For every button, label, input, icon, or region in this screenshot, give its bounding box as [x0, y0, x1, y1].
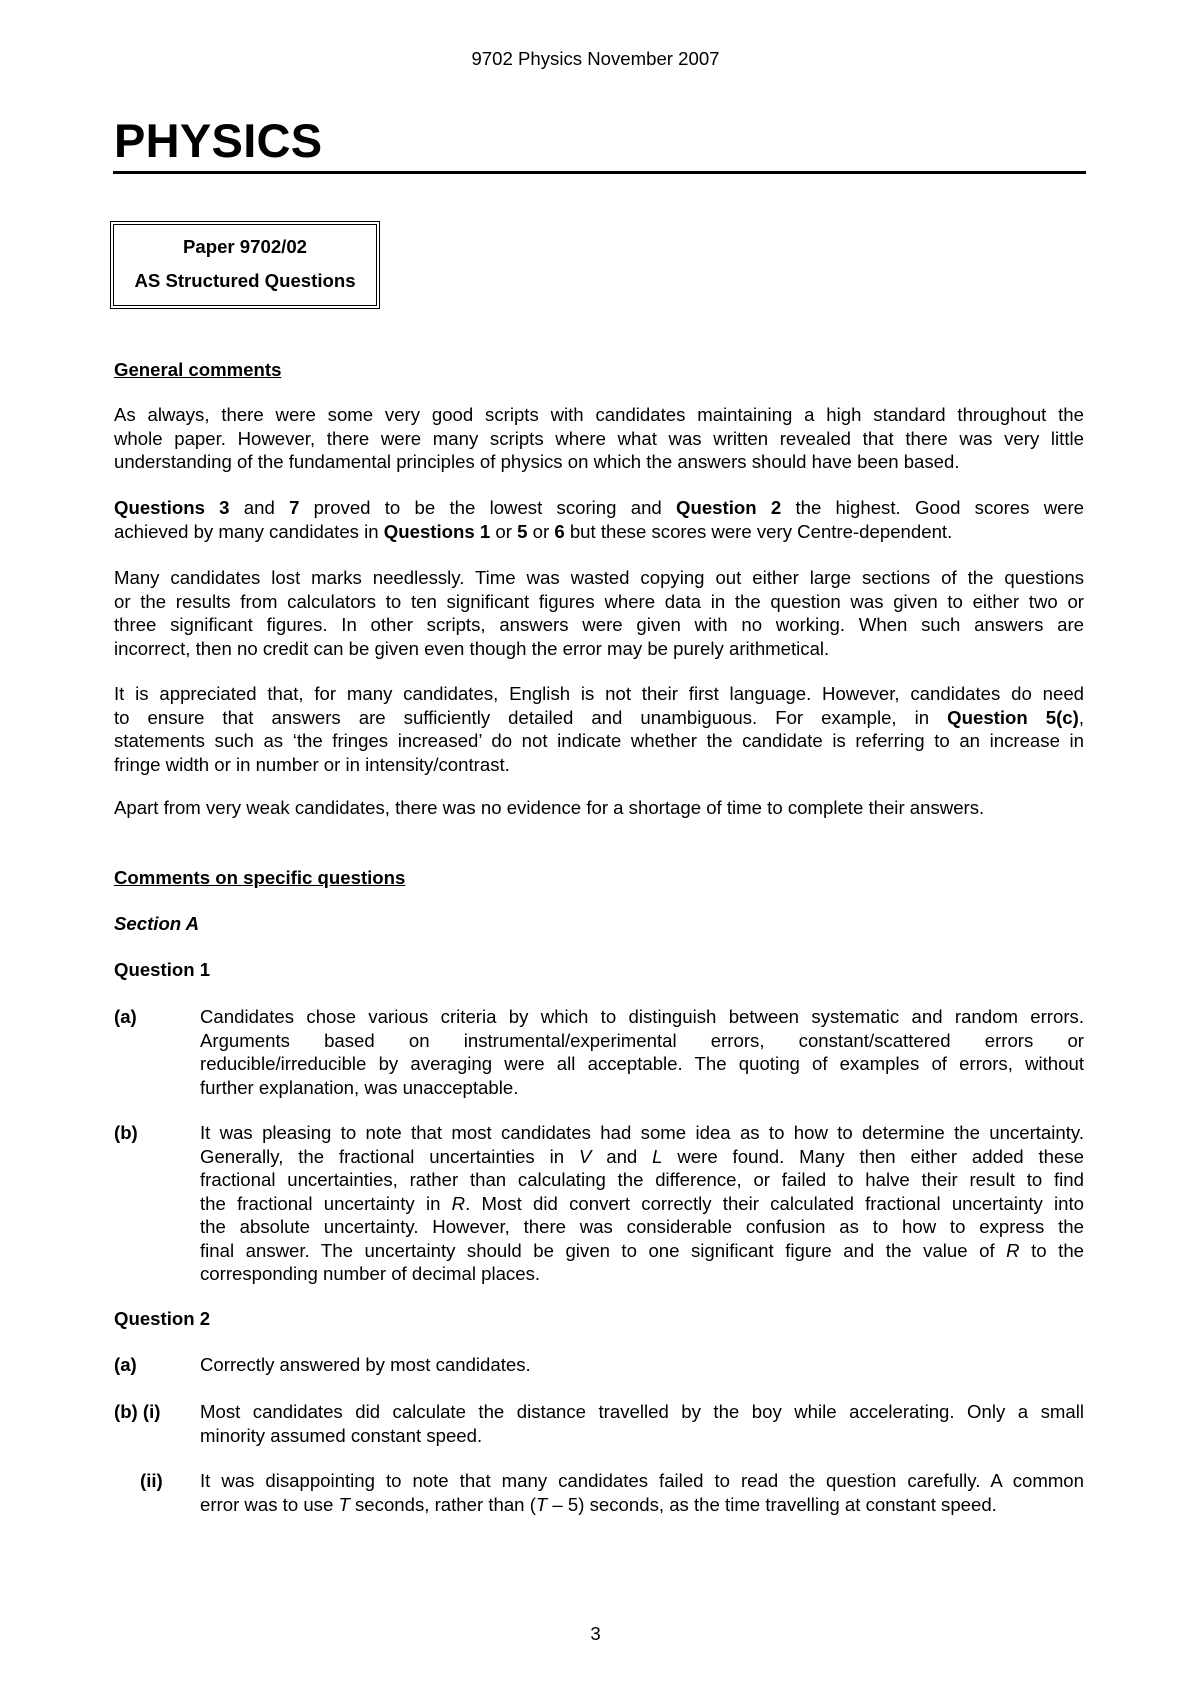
bold-text: 5: [517, 520, 528, 542]
text-line: fringe width or in number or in intensity/contrast.: [114, 753, 510, 775]
text: or: [490, 520, 518, 542]
text-line: or the results from calculators to ten significant figures where data in the question was given to either two or: [114, 590, 1084, 612]
text: proved to be the lowest scoring and: [299, 497, 677, 518]
text-line: the absolute uncertainty. However, there was considerable confusion as to how to express the: [200, 1216, 1084, 1237]
text: to the: [1019, 1239, 1085, 1261]
text-line: Many candidates lost marks needlessly. Time was wasted copying out either large sections of the questions: [114, 567, 1084, 588]
italic-text: V: [578, 1145, 592, 1167]
bold-text: Question 5(c): [947, 706, 1079, 728]
text-line: It was pleasing to note that most candidates had some idea as to how to determine the uncertainty.: [200, 1122, 1084, 1143]
text-line: [200, 1493, 1084, 1517]
text-line: Arguments based on instrumental/experimental errors, constant/scattered errors or: [200, 1029, 1084, 1051]
text-line: [114, 496, 1084, 520]
text: achieved by many candidates in: [114, 520, 384, 542]
text: error was to use: [200, 1493, 339, 1515]
page-title: PHYSICS: [114, 114, 323, 167]
text: to ensure that answers are sufficiently detailed and unambiguous. For example, in: [114, 706, 948, 728]
running-header: 9702 Physics November 2007: [471, 48, 720, 69]
q1-b-text: [200, 1121, 1084, 1286]
text: final answer. The uncertainty should be given to one significant figure and the value of: [200, 1239, 1007, 1261]
paper-title: AS Structured Questions: [134, 270, 356, 291]
text: ,: [1078, 706, 1085, 728]
text: but these scores were very Centre-dependent.: [564, 520, 953, 542]
question-1-heading: Question 1: [114, 959, 211, 980]
text-line: minority assumed constant speed.: [200, 1424, 483, 1446]
title-rule: [113, 171, 1086, 174]
text-line: Most candidates did calculate the distance travelled by the boy while accelerating. Only a small: [200, 1401, 1084, 1422]
italic-text: T: [535, 1493, 548, 1515]
text-line: further explanation, was unacceptable.: [200, 1076, 519, 1098]
q1-b-label: (b): [114, 1122, 138, 1143]
text-line: corresponding number of decimal places.: [200, 1263, 541, 1284]
q1-a-label: (a): [114, 1006, 137, 1027]
bold-text: 7: [289, 497, 300, 518]
general-para-5: Apart from very weak candidates, there was no evidence for a shortage of time to complete their answers.: [114, 797, 985, 818]
text-line: [200, 1239, 1084, 1263]
general-para-1: [114, 403, 1084, 474]
text: – 5) seconds, as the time travelling at constant speed.: [547, 1493, 997, 1515]
text-line: three significant figures. In other scripts, answers were given with no working. When such answers are: [114, 614, 1084, 635]
general-para-3: [114, 566, 1084, 660]
q2-a-label: (a): [114, 1354, 137, 1375]
text-line: reducible/irreducible by averaging were all acceptable. The quoting of examples of errors, without: [200, 1053, 1084, 1074]
text: Generally, the fractional uncertainties in: [200, 1145, 579, 1167]
italic-text: R: [451, 1192, 466, 1214]
text-line: whole paper. However, there were many scripts where what was written revealed that there was very little: [114, 427, 1084, 449]
paper-code: Paper 9702/02: [182, 236, 308, 257]
page-number: 3: [590, 1623, 601, 1644]
bold-text: Question 2: [676, 497, 782, 518]
section-a-heading: Section A: [114, 913, 200, 934]
paper-box: [110, 221, 380, 309]
text: the highest. Good scores were: [781, 497, 1085, 518]
bold-text: 6: [554, 520, 565, 542]
text: the fractional uncertainty in: [200, 1192, 452, 1214]
text: or: [527, 520, 555, 542]
q1-a-text: [200, 1005, 1084, 1099]
text-line: [114, 706, 1084, 730]
text-line: As always, there were some very good scripts with candidates maintaining a high standard throughout the: [114, 404, 1084, 425]
text: and: [591, 1145, 653, 1167]
question-2-heading: Question 2: [114, 1308, 211, 1329]
text-line: It was disappointing to note that many candidates failed to read the question carefully. A common: [200, 1470, 1084, 1491]
text-line: [114, 520, 1084, 544]
general-comments-heading: General comments: [114, 359, 282, 380]
q2-bi-text: [200, 1400, 1084, 1447]
bold-text: Questions 1: [383, 520, 491, 542]
text: . Most did convert correctly their calculated fractional uncertainty into: [465, 1192, 1084, 1214]
q2-a-text: Correctly answered by most candidates.: [200, 1354, 531, 1375]
text-line: statements such as ‘the fringes increased’ do not indicate whether the candidate is referring to an increase in: [114, 730, 1084, 751]
text-line: Candidates chose various criteria by which to distinguish between systematic and random errors.: [200, 1006, 1084, 1027]
italic-text: R: [1006, 1239, 1020, 1261]
text-line: understanding of the fundamental principles of physics on which the answers should have been based.: [114, 451, 960, 472]
text-line: It is appreciated that, for many candidates, English is not their first language. However, candidates do need: [114, 683, 1084, 704]
q2-bii-label: (ii): [140, 1470, 163, 1491]
text: and: [229, 497, 290, 518]
text-line: incorrect, then no credit can be given even though the error may be purely arithmetical.: [114, 637, 830, 659]
specific-comments-heading: Comments on specific questions: [114, 867, 406, 888]
text: were found. Many then either added these: [662, 1145, 1084, 1167]
italic-text: T: [338, 1493, 350, 1515]
bold-text: Questions 3: [114, 497, 230, 518]
general-para-2: [114, 496, 1084, 543]
text-line: [200, 1145, 1084, 1169]
q2-bi-label: (b) (i): [114, 1401, 161, 1422]
general-para-4: [114, 682, 1084, 776]
italic-text: L: [652, 1145, 663, 1167]
text: seconds, rather than (: [349, 1493, 536, 1515]
text-line: fractional uncertainties, rather than calculating the difference, or failed to halve their result to find: [200, 1169, 1084, 1190]
text-line: [200, 1192, 1084, 1216]
q2-bii-text: [200, 1469, 1084, 1516]
